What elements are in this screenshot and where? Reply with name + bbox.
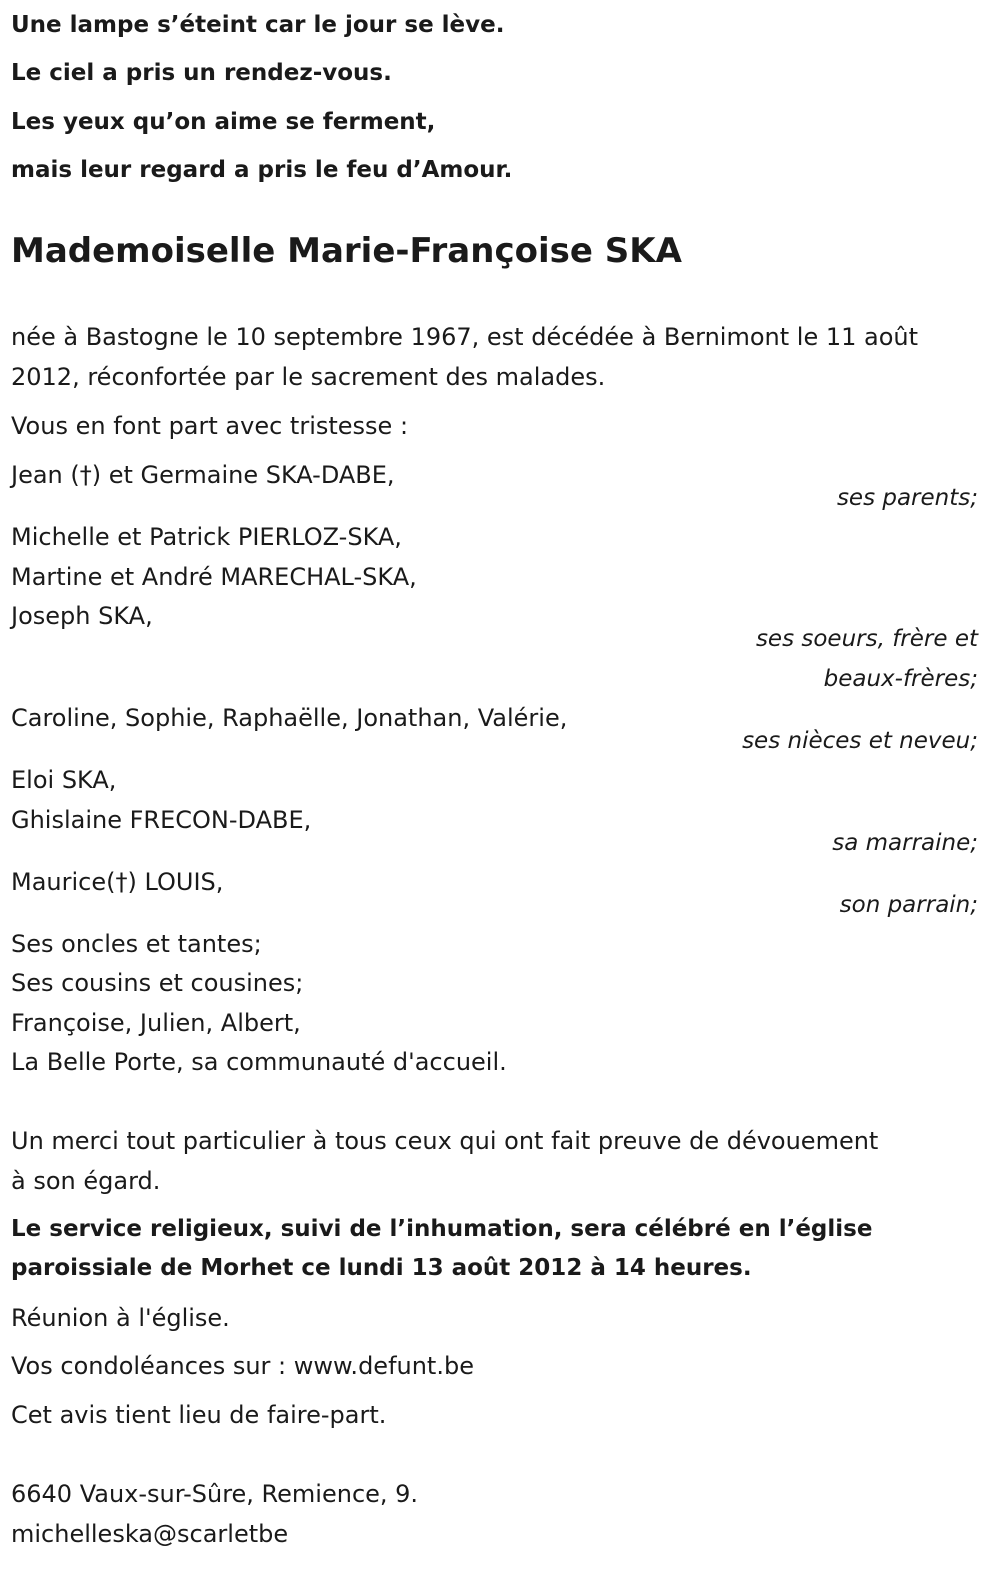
- nieces-names: Caroline, Sophie, Raphaëlle, Jonathan, Valérie,: [11, 704, 568, 732]
- thanks-line-2: à son égard.: [11, 1167, 161, 1195]
- poem-line-4: mais leur regard a pris le feu d’Amour.: [11, 157, 513, 183]
- others-line-1: Ses oncles et tantes;: [11, 930, 262, 958]
- poem-line-3: Les yeux qu’on aime se ferment,: [11, 109, 436, 135]
- poem-line-2: Le ciel a pris un rendez-vous.: [11, 60, 392, 86]
- birth-line-2: 2012, réconfortée par le sacrement des malades.: [11, 363, 606, 391]
- godfather-names: Maurice(†) LOUIS,: [11, 868, 224, 896]
- parents-role: ses parents;: [836, 485, 978, 511]
- condolences-text: Vos condoléances sur : www.defunt.be: [11, 1352, 474, 1380]
- intro-text: Vous en font part avec tristesse :: [11, 412, 409, 440]
- nieces-role: ses nièces et neveu;: [742, 728, 978, 754]
- parents-names: Jean (†) et Germaine SKA-DABE,: [11, 461, 395, 489]
- service-line-2: paroissiale de Morhet ce lundi 13 août 2012 à 14 heures.: [11, 1255, 752, 1281]
- birth-line-1: née à Bastogne le 10 septembre 1967, est décédée à Bernimont le 11 août: [11, 323, 919, 351]
- email-text: michelleska@scarletbe: [11, 1520, 289, 1548]
- godmother-line-1: Eloi SKA,: [11, 766, 117, 794]
- meeting-text: Réunion à l'église.: [11, 1304, 230, 1332]
- sibling-line-2: Martine et André MARECHAL-SKA,: [11, 563, 417, 591]
- poem-line-1: Une lampe s’éteint car le jour se lève.: [11, 12, 505, 38]
- godmother-line-2: Ghislaine FRECON-DABE,: [11, 806, 312, 834]
- others-line-3: Françoise, Julien, Albert,: [11, 1009, 301, 1037]
- address-text: 6640 Vaux-sur-Sûre, Remience, 9.: [11, 1480, 419, 1508]
- sibling-line-1: Michelle et Patrick PIERLOZ-SKA,: [11, 523, 402, 551]
- deceased-name: Mademoiselle Marie-Françoise SKA: [11, 231, 682, 271]
- sibling-line-3: Joseph SKA,: [11, 602, 153, 630]
- siblings-role-1: ses soeurs, frère et: [755, 626, 978, 652]
- godfather-role: son parrain;: [839, 892, 978, 918]
- siblings-role-2: beaux-frères;: [823, 666, 978, 692]
- others-line-4: La Belle Porte, sa communauté d'accueil.: [11, 1048, 507, 1076]
- godmother-role: sa marraine;: [832, 830, 978, 856]
- others-line-2: Ses cousins et cousines;: [11, 969, 304, 997]
- service-line-1: Le service religieux, suivi de l’inhumation, sera célébré en l’église: [11, 1216, 873, 1242]
- notice-text: Cet avis tient lieu de faire-part.: [11, 1401, 387, 1429]
- thanks-line-1: Un merci tout particulier à tous ceux qui ont fait preuve de dévouement: [11, 1127, 879, 1155]
